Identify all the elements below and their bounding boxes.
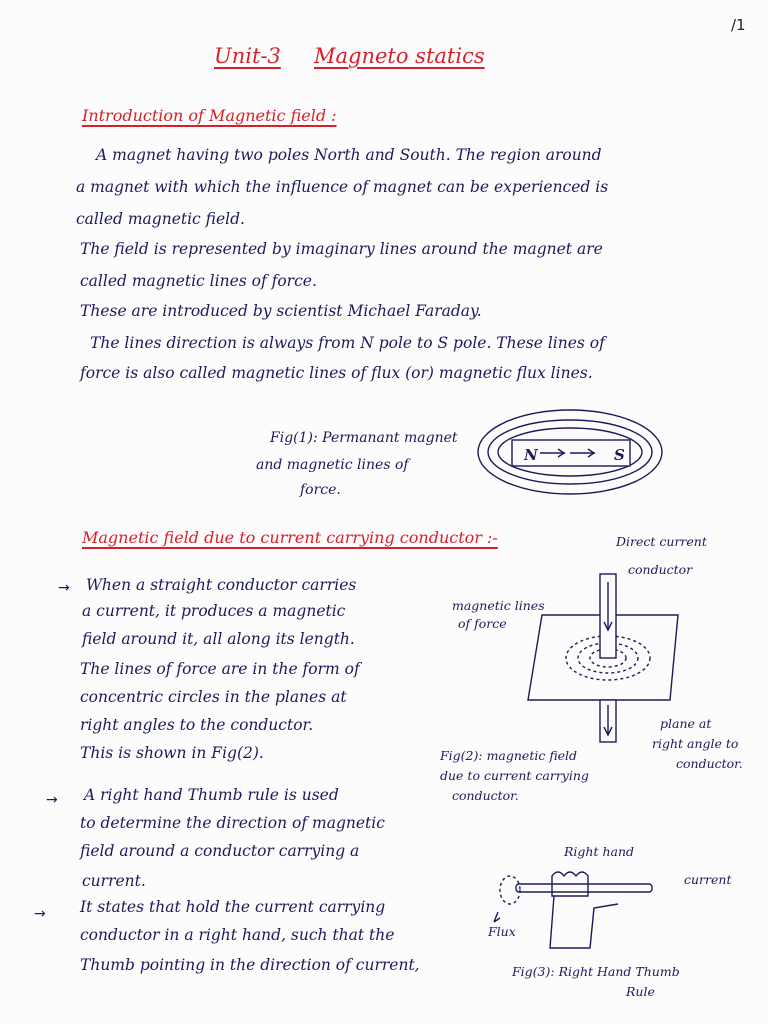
text-line: It states that hold the current carrying <box>80 898 386 916</box>
text-line: called magnetic field. <box>76 210 245 228</box>
fig2-conductor-label: conductor <box>628 562 693 577</box>
text-line: force is also called magnetic lines of flux (or) magnetic flux lines. <box>80 364 593 382</box>
fig1-caption-line: Fig(1): Permanant magnet <box>270 430 458 446</box>
text-line: These are introduced by scientist Michael Faraday. <box>80 302 482 320</box>
text-line: called magnetic lines of force. <box>80 272 317 290</box>
fig2-caption-line: due to current carrying <box>440 768 589 783</box>
fig2-direct-current-label: Direct current <box>616 534 707 549</box>
text-line: to determine the direction of magnetic <box>80 814 385 832</box>
fig2-magnetic-lines-label: magnetic lines <box>452 598 545 613</box>
text-line: A right hand Thumb rule is used <box>84 786 339 804</box>
fig3-right-hand-label: Right hand <box>564 844 635 859</box>
fig2-plane-label: right angle to <box>652 736 739 751</box>
bullet-arrow-icon: → <box>34 906 46 922</box>
fig1-caption-line: force. <box>300 482 341 498</box>
text-line: right angles to the conductor. <box>80 716 314 734</box>
fig3-current-label: current <box>684 872 732 887</box>
fig3-caption-line: Rule <box>626 984 655 999</box>
text-line: field around a conductor carrying a <box>80 842 360 860</box>
text-line: field around it, all along its length. <box>82 630 355 648</box>
text-line: current. <box>82 872 146 890</box>
text-line: The field is represented by imaginary lines around the magnet are <box>80 240 603 258</box>
fig2-magnetic-lines-label: of force <box>458 616 507 631</box>
fig3-flux-label: Flux <box>488 924 516 939</box>
section2-heading: Magnetic field due to current carrying conductor :- <box>82 528 498 547</box>
fig3-right-hand-diagram <box>490 860 670 960</box>
page-number: /1 <box>731 16 746 34</box>
text-line: The lines direction is always from N pole to S pole. These lines of <box>90 334 605 352</box>
fig2-plane-label: plane at <box>660 716 712 731</box>
fig3-caption-line: Fig(3): Right Hand Thumb <box>512 964 680 979</box>
text-line: When a straight conductor carries <box>86 576 357 594</box>
fig2-plane-label: conductor. <box>676 756 743 771</box>
text-line: Thumb pointing in the direction of current, <box>80 956 420 974</box>
bullet-arrow-icon: → <box>58 580 70 596</box>
text-line: concentric circles in the planes at <box>80 688 347 706</box>
fig2-caption-line: Fig(2): magnetic field <box>440 748 578 763</box>
text-line: conductor in a right hand, such that the <box>80 926 395 944</box>
bullet-arrow-icon: → <box>46 792 58 808</box>
fig1-caption-line: and magnetic lines of <box>256 457 409 473</box>
unit-label: Unit-3 <box>214 44 281 68</box>
page-title: Magneto statics <box>314 44 485 68</box>
fig1-bar-magnet-diagram <box>470 400 670 510</box>
section1-heading: Introduction of Magnetic field : <box>82 106 337 125</box>
fig2-caption-line: conductor. <box>452 788 519 803</box>
south-pole-label: S <box>614 446 625 464</box>
north-pole-label: N <box>524 446 538 464</box>
text-line: a current, it produces a magnetic <box>82 602 346 620</box>
text-line: The lines of force are in the form of <box>80 660 360 678</box>
text-line: a magnet with which the influence of magnet can be experienced is <box>76 178 609 196</box>
text-line: This is shown in Fig(2). <box>80 744 264 762</box>
text-line: A magnet having two poles North and South. The region around <box>96 146 602 164</box>
